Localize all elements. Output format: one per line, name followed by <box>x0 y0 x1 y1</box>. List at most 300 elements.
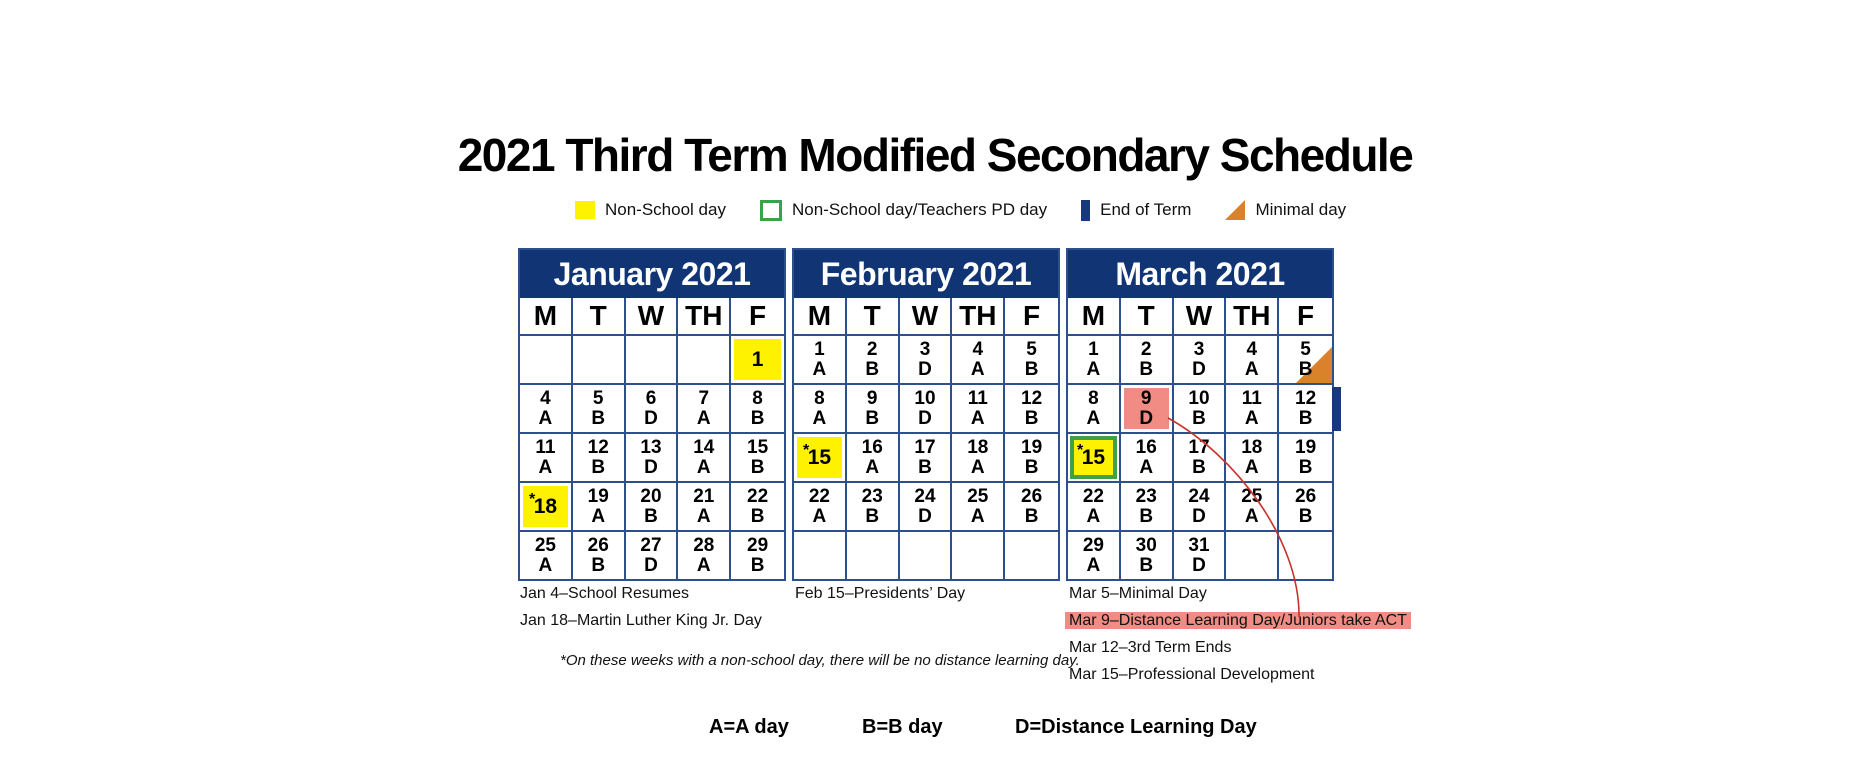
day-number: 12 <box>1021 387 1043 409</box>
day-content <box>1188 487 1209 527</box>
day-content <box>640 487 661 527</box>
weekday-header: F <box>1279 298 1332 336</box>
legend-label: Minimal day <box>1255 200 1347 219</box>
day-cell <box>1174 483 1227 532</box>
day-cell <box>847 385 900 434</box>
day-number: 20 <box>640 485 662 507</box>
asterisk-marker: * <box>529 491 536 508</box>
day-cell <box>794 336 847 385</box>
note: Mar 12–3rd Term Ends <box>1069 639 1232 656</box>
day-number: 18 <box>1241 436 1263 458</box>
day-number: 25 <box>967 485 989 507</box>
day-number: 3 <box>1193 338 1205 360</box>
day-cell <box>573 336 626 385</box>
day-number: 26 <box>1021 485 1043 507</box>
day-number: 10 <box>914 387 936 409</box>
day-cell <box>1121 434 1174 483</box>
day-cell <box>1279 385 1332 434</box>
day-content <box>865 389 879 429</box>
day-cell <box>1068 434 1121 483</box>
day-cell <box>1121 336 1174 385</box>
day-content <box>1083 536 1104 576</box>
day-type: A <box>1086 358 1101 380</box>
day-number: 22 <box>808 485 830 507</box>
asterisk-marker: * <box>1077 442 1084 459</box>
day-cell <box>1068 483 1121 532</box>
day-cell <box>626 385 679 434</box>
day-content <box>1245 340 1259 380</box>
day-number: 8 <box>1088 387 1099 409</box>
day-cell <box>794 385 847 434</box>
day-cell <box>847 483 900 532</box>
day-number: 1 <box>751 347 764 371</box>
legend-label: Non-School day/Teachers PD day <box>791 200 1048 219</box>
day-cell <box>1068 336 1121 385</box>
day-number: 19 <box>1295 436 1317 458</box>
day-type: D <box>918 505 932 527</box>
day-cell <box>1279 336 1332 385</box>
day-cell <box>678 532 731 579</box>
day-number: 23 <box>1135 485 1157 507</box>
day-number: 8 <box>814 387 825 409</box>
day-type: B <box>750 407 765 429</box>
day-type: B <box>1298 456 1313 478</box>
day-number: 14 <box>693 436 715 458</box>
day-type: B <box>918 456 932 478</box>
day-type: A <box>1244 358 1259 380</box>
day-number: 15 <box>1081 445 1106 469</box>
day-number: 26 <box>1295 485 1317 507</box>
day-cell <box>1279 483 1332 532</box>
day-cell <box>520 336 573 385</box>
month-title: March 2021 <box>1068 250 1332 298</box>
day-cell <box>794 483 847 532</box>
day-number: 16 <box>861 436 883 458</box>
day-type: A <box>812 358 827 380</box>
day-type: D <box>1192 554 1206 576</box>
day-cell <box>847 434 900 483</box>
weekday-header: T <box>573 298 626 336</box>
day-content <box>1295 487 1316 527</box>
day-number: 11 <box>535 436 556 458</box>
day-cell <box>1279 434 1332 483</box>
day-type: D <box>644 554 658 576</box>
orange-triangle-icon <box>1225 200 1245 220</box>
day-type: A <box>538 407 553 429</box>
day-cell <box>626 483 679 532</box>
day-content <box>1025 340 1039 380</box>
weekday-header: F <box>1005 298 1058 336</box>
day-type: A <box>970 407 985 429</box>
day-content <box>1139 389 1153 429</box>
day-cell <box>520 434 573 483</box>
day-type: A <box>1244 456 1259 478</box>
day-content <box>751 389 765 429</box>
day-cell <box>794 434 847 483</box>
day-content <box>862 438 883 478</box>
day-cell <box>1226 385 1279 434</box>
weekday-header: T <box>847 298 900 336</box>
month-title: January 2021 <box>520 250 784 298</box>
weekday-header: W <box>626 298 679 336</box>
day-number: 12 <box>1295 387 1317 409</box>
day-cell <box>1005 336 1058 385</box>
legend-pd <box>760 200 1047 221</box>
day-content <box>751 347 764 371</box>
day-cell <box>731 385 784 434</box>
day-number: 9 <box>1140 387 1152 409</box>
day-type: B <box>1192 407 1206 429</box>
day-number: 21 <box>693 485 715 507</box>
day-content <box>693 487 714 527</box>
day-type: A <box>538 456 553 478</box>
day-number: 16 <box>1135 436 1157 458</box>
day-content <box>533 494 558 518</box>
day-type: A <box>812 407 827 429</box>
day-number: 17 <box>914 436 936 458</box>
day-number: 30 <box>1135 534 1157 556</box>
day-content <box>967 487 988 527</box>
weekday-header: M <box>1068 298 1121 336</box>
calendar-february <box>792 248 1060 581</box>
weekday-header: T <box>1121 298 1174 336</box>
day-content <box>535 438 555 478</box>
day-cell <box>731 532 784 579</box>
day-type: A <box>696 554 711 576</box>
day-content <box>807 445 832 469</box>
key-a: A=A day <box>709 716 789 738</box>
day-type: B <box>1024 456 1039 478</box>
day-cell <box>1121 483 1174 532</box>
weekday-header: W <box>900 298 953 336</box>
note: Mar 15–Professional Development <box>1069 666 1315 683</box>
day-cell <box>952 385 1005 434</box>
day-cell <box>900 483 953 532</box>
day-type: D <box>1192 505 1206 527</box>
day-number: 23 <box>861 485 883 507</box>
day-cell <box>731 336 784 385</box>
day-type: B <box>1298 407 1313 429</box>
day-cell <box>1226 532 1279 579</box>
day-content <box>1295 389 1316 429</box>
day-type: A <box>865 456 880 478</box>
note-highlight-row <box>1069 607 1411 634</box>
day-number: 2 <box>1140 338 1152 360</box>
day-number: 4 <box>972 338 984 360</box>
day-content <box>1021 389 1042 429</box>
day-cell <box>731 483 784 532</box>
day-cell <box>1279 532 1332 579</box>
page-title: 2021 Third Term Modified Secondary Schedule <box>457 129 1413 181</box>
day-type: B <box>750 456 765 478</box>
day-cell <box>1068 385 1121 434</box>
legend-end-term <box>1081 200 1191 221</box>
day-content <box>1021 487 1042 527</box>
day-cell <box>520 532 573 579</box>
day-content <box>640 536 661 576</box>
day-cell <box>1068 532 1121 579</box>
day-number: 22 <box>747 485 769 507</box>
day-content <box>591 389 605 429</box>
day-number: 15 <box>807 445 832 469</box>
day-content <box>862 487 883 527</box>
day-content <box>914 438 935 478</box>
weekday-header: TH <box>952 298 1005 336</box>
day-cell <box>1174 336 1227 385</box>
day-number: 26 <box>587 534 609 556</box>
day-content <box>1083 487 1104 527</box>
calendar-march <box>1066 248 1334 581</box>
calendar-january <box>518 248 786 581</box>
day-content <box>644 389 658 429</box>
day-content <box>1087 389 1101 429</box>
day-type: B <box>1024 407 1039 429</box>
weekday-header: W <box>1174 298 1227 336</box>
day-type: B <box>591 407 606 429</box>
day-number: 29 <box>747 534 769 556</box>
day-content <box>747 536 768 576</box>
weekday-header: M <box>520 298 573 336</box>
day-content <box>914 487 935 527</box>
day-content <box>865 340 879 380</box>
day-cell <box>1174 385 1227 434</box>
day-number: 17 <box>1188 436 1210 458</box>
day-cell <box>900 385 953 434</box>
legend-non-school <box>575 200 726 220</box>
day-cell <box>847 336 900 385</box>
day-content <box>747 438 768 478</box>
day-number: 18 <box>533 494 558 518</box>
day-content <box>813 340 827 380</box>
day-number: 18 <box>967 436 989 458</box>
day-number: 10 <box>1188 387 1210 409</box>
day-cell <box>1005 483 1058 532</box>
day-number: 2 <box>866 338 878 360</box>
day-cell <box>1121 532 1174 579</box>
day-number: 4 <box>1246 338 1258 360</box>
weekday-header: TH <box>678 298 731 336</box>
day-type: A <box>970 456 985 478</box>
day-content <box>588 536 609 576</box>
day-cell <box>626 434 679 483</box>
day-number: 19 <box>1021 436 1043 458</box>
day-type: B <box>591 456 606 478</box>
day-number: 12 <box>587 436 609 458</box>
day-type: B <box>1024 505 1039 527</box>
weekday-header: F <box>731 298 784 336</box>
day-content <box>1299 340 1313 380</box>
day-content <box>967 438 988 478</box>
day-type: B <box>750 505 765 527</box>
day-cell <box>952 532 1005 579</box>
legend-minimal <box>1225 200 1346 220</box>
day-type: B <box>644 505 658 527</box>
day-type: B <box>865 505 880 527</box>
day-type: A <box>1244 407 1259 429</box>
note: Mar 5–Minimal Day <box>1069 585 1207 602</box>
day-content <box>539 389 553 429</box>
day-number: 1 <box>814 338 825 360</box>
day-content <box>1188 389 1209 429</box>
day-cell <box>678 483 731 532</box>
day-content <box>1087 340 1101 380</box>
day-content <box>697 389 711 429</box>
legend-label: Non-School day <box>605 200 726 219</box>
key-b: B=B day <box>862 716 943 738</box>
day-content <box>588 487 609 527</box>
day-number: 6 <box>645 387 657 409</box>
day-cell <box>952 483 1005 532</box>
day-content <box>968 389 988 429</box>
day-cell <box>520 483 573 532</box>
day-content <box>535 536 556 576</box>
calendar-grid <box>1068 298 1332 579</box>
day-type: D <box>1192 358 1206 380</box>
day-cell <box>626 336 679 385</box>
day-type: D <box>918 358 932 380</box>
day-content <box>1295 438 1316 478</box>
day-content <box>1188 536 1209 576</box>
day-type: B <box>865 358 880 380</box>
day-cell <box>1005 385 1058 434</box>
day-type: B <box>1192 456 1206 478</box>
day-cell <box>900 532 953 579</box>
day-number: 29 <box>1082 534 1104 556</box>
day-cell <box>1226 434 1279 483</box>
day-content <box>813 389 827 429</box>
day-number: 24 <box>914 485 936 507</box>
day-cell <box>1174 434 1227 483</box>
day-type: A <box>1086 554 1101 576</box>
day-cell <box>900 434 953 483</box>
day-cell <box>731 434 784 483</box>
calendar-grid <box>794 298 1058 579</box>
day-type: A <box>696 505 711 527</box>
day-number: 1 <box>1088 338 1099 360</box>
legend <box>575 197 1380 223</box>
legend-label: End of Term <box>1100 200 1192 219</box>
day-number: 5 <box>592 387 604 409</box>
notes-january <box>520 580 762 634</box>
day-content <box>1188 438 1209 478</box>
day-number: 3 <box>919 338 931 360</box>
day-cell <box>573 385 626 434</box>
day-number: 9 <box>866 387 878 409</box>
day-number: 15 <box>747 436 769 458</box>
note: Feb 15–Presidents’ Day <box>795 585 966 602</box>
day-number: 28 <box>693 534 715 556</box>
weekday-header: TH <box>1226 298 1279 336</box>
calendar-grid <box>520 298 784 579</box>
day-content <box>588 438 609 478</box>
day-number: 5 <box>1300 338 1311 360</box>
day-type: D <box>1139 407 1154 429</box>
day-cell <box>1005 532 1058 579</box>
day-type: A <box>696 456 711 478</box>
day-content <box>1241 487 1262 527</box>
day-content <box>1192 340 1206 380</box>
day-type: D <box>644 407 658 429</box>
day-cell <box>794 532 847 579</box>
blue-bar-icon <box>1081 200 1090 221</box>
day-number: 24 <box>1188 485 1210 507</box>
day-content <box>1242 389 1262 429</box>
day-content <box>1136 536 1157 576</box>
day-type: A <box>696 407 711 429</box>
day-type: A <box>1086 407 1101 429</box>
day-content <box>640 438 661 478</box>
day-content <box>914 389 935 429</box>
day-number: 25 <box>534 534 556 556</box>
day-cell <box>678 434 731 483</box>
key-d: D=Distance Learning Day <box>1015 716 1257 738</box>
day-cell <box>1174 532 1227 579</box>
month-title: February 2021 <box>794 250 1058 298</box>
day-number: 25 <box>1241 485 1263 507</box>
notes-february <box>795 580 965 607</box>
day-cell <box>678 385 731 434</box>
day-type: B <box>1139 554 1154 576</box>
day-cell <box>573 532 626 579</box>
day-cell <box>1121 385 1174 434</box>
day-type: B <box>1024 358 1039 380</box>
day-content <box>971 340 985 380</box>
day-type: A <box>812 505 827 527</box>
day-cell <box>678 336 731 385</box>
day-content <box>1139 340 1153 380</box>
day-content <box>1136 438 1157 478</box>
day-number: 13 <box>640 436 662 458</box>
day-number: 8 <box>752 387 763 409</box>
day-content <box>693 536 714 576</box>
day-cell <box>1005 434 1058 483</box>
day-number: 27 <box>640 534 662 556</box>
green-box-icon <box>760 200 782 221</box>
day-content <box>1241 438 1262 478</box>
note: Jan 4–School Resumes <box>520 585 689 602</box>
day-cell <box>626 532 679 579</box>
day-content <box>747 487 768 527</box>
day-cell <box>573 434 626 483</box>
asterisk-marker: * <box>803 442 810 459</box>
day-content <box>809 487 830 527</box>
day-number: 11 <box>1241 387 1262 409</box>
day-type: A <box>1244 505 1259 527</box>
day-type: B <box>1298 505 1313 527</box>
day-type: A <box>970 358 985 380</box>
day-type: A <box>970 505 985 527</box>
day-number: 11 <box>967 387 988 409</box>
weekday-header: M <box>794 298 847 336</box>
day-number: 4 <box>540 387 551 409</box>
day-cell <box>1226 336 1279 385</box>
day-number: 31 <box>1188 534 1210 556</box>
day-cell <box>1226 483 1279 532</box>
day-type: A <box>591 505 606 527</box>
day-cell <box>520 385 573 434</box>
day-number: 7 <box>698 387 710 409</box>
yellow-swatch-icon <box>575 201 595 219</box>
day-type: A <box>538 554 553 576</box>
day-type: B <box>750 554 765 576</box>
day-type: D <box>644 456 658 478</box>
day-cell <box>573 483 626 532</box>
day-cell <box>952 434 1005 483</box>
day-type: D <box>918 407 932 429</box>
day-content <box>1021 438 1042 478</box>
day-number: 19 <box>587 485 609 507</box>
day-content <box>693 438 714 478</box>
